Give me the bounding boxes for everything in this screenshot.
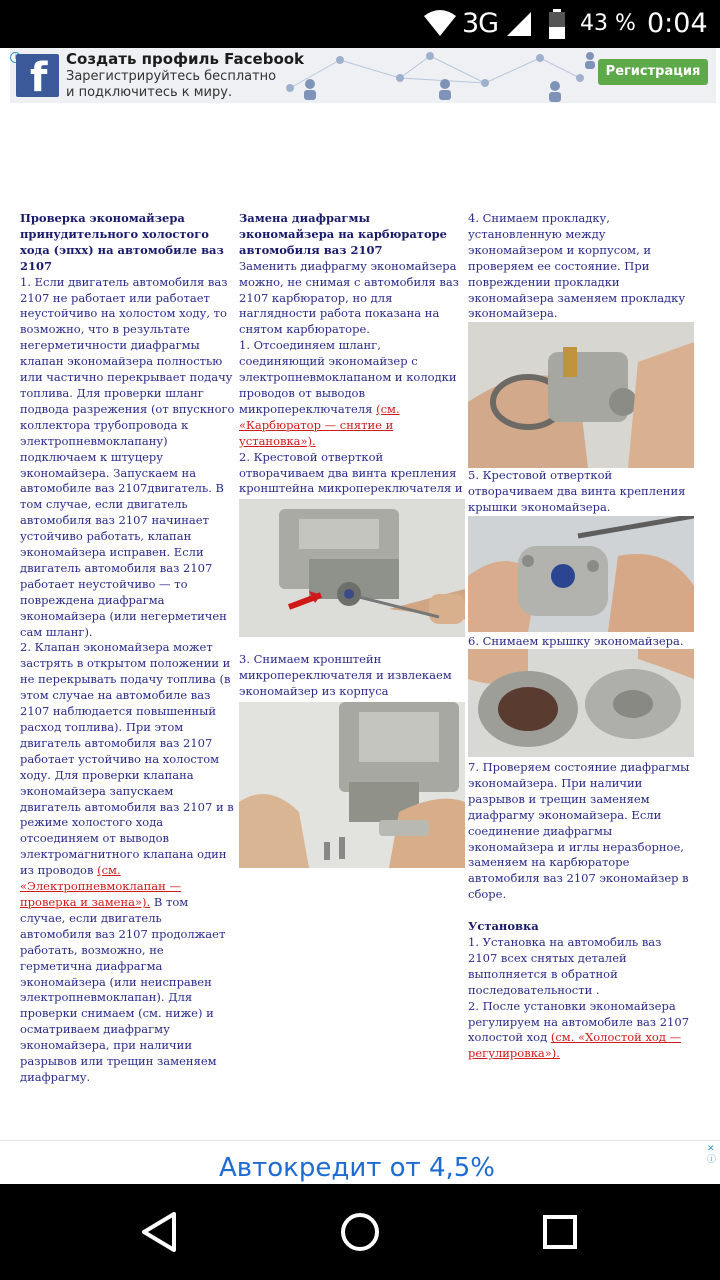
wifi-icon [424, 10, 456, 36]
article-column-2 [239, 211, 465, 716]
facebook-ad-banner[interactable] [10, 48, 716, 103]
photo-carburetor-screws [239, 499, 465, 637]
section-heading: Замена диафрагмы экономайзера на карбюраторе автомобиля ваз 2107 [239, 211, 447, 257]
link-carburetor-removal[interactable]: (см. «Карбюратор — снятие и установка»). [239, 401, 400, 448]
facebook-logo-icon: f [16, 54, 59, 97]
battery-icon [548, 9, 566, 39]
register-button[interactable]: Регистрация [598, 59, 708, 85]
clock: 0:04 [647, 8, 708, 39]
back-icon[interactable] [130, 1202, 190, 1262]
article-column-1 [20, 211, 236, 1086]
battery-percent: 43 % [580, 11, 636, 36]
step-2: 2. Крестовой отверткой отворачиваем два винта крепления кронштейна микропереключателя и [239, 449, 463, 496]
link-electropneumatic-valve[interactable]: (см. «Электропневмоклапан — проверка и замена»). [20, 863, 181, 909]
ad-subtitle: Зарегистрируйтесь бесплатно и подключитесь к миру. [66, 69, 277, 100]
ad-close-icon[interactable]: ✕ ⓘ [707, 1144, 717, 1165]
step-6: 6. Снимаем крышку экономайзера. [468, 634, 684, 649]
home-icon[interactable] [330, 1202, 390, 1262]
install-heading: Установка [468, 919, 539, 934]
network-type: 3G [462, 8, 499, 39]
step-5: 5. Крестовой отверткой отворачиваем два винта крепления крышки экономайзера. [468, 468, 686, 515]
photo-bracket-removal [239, 702, 465, 868]
status-bar [0, 0, 720, 48]
paragraph: 1. Если двигатель автомобиля ваз 2107 не работает или работает неустойчиво на холостом ходу, то возможно, что в результате негерметичности диафрагмы клапан экономайзера полностью или частично перекрывает подачу топлива. Для проверки шланг подвода разрежения (от впускного коллектора трубопровода к электропневмоклапану) подключаем к штуцеру экономайзера. Запускаем на автомобиле ваз 2107двигатель. В том случае, если двигатель автомобиля ваз 2107 начинает устойчиво работать, клапан экономайзера исправен. Если двигатель автомобиля ваз 2107 работает неустойчиво — то повреждена диафрагма экономайзера (или негерметичен сам шланг). [20, 274, 235, 639]
ad-title: Создать профиль Facebook [66, 50, 305, 68]
photo-gasket [468, 322, 694, 468]
section-heading: Проверка экономайзера принудительного холостого хода (эпхх) на автомобиле ваз 2107 [20, 211, 224, 273]
recents-icon[interactable] [530, 1202, 590, 1262]
install-step-1: 1. Установка на автомобиль ваз 2107 всех снятых деталей выполняется в обратной последовательности . [468, 935, 662, 997]
paragraph: 2. Клапан экономайзера может застрять в открытом положении и не перекрывать подачу топлива (в этом случае на автомобиле ваз 2107 наблюдается повышенный расход топлива). При этом двигатель автомобиля ваз 2107 работает устойчиво на холостом ходу. Для проверки клапана экономайзера запускаем двигатель автомобиля ваз 2107 и в режиме холостого хода отсоединяем от выводов электромагнитного клапана один из проводов (см. «Электропневмоклапан — проверка и замена»). В том случае, если двигатель автомобиля ваз 2107 продолжает работать, возможно, не герметична диафрагма экономайзера (или неисправен электропневмоклапан). Для проверки снимаем (см. ниже) и осматриваем диафрагму экономайзера, при наличии разрывов или трещин заменяем диафрагму. [20, 640, 234, 1084]
photo-cover-screws [468, 516, 694, 632]
photo-cover-removed [468, 649, 694, 757]
step-1: 1. Отсоединяем шланг, соединяющий экономайзер с электропневмоклапаном и колодки проводов от выводов микропереключателя (см. «Карбюратор — снятие и установка»). [239, 338, 457, 448]
step-7: 7. Проверяем состояние диафрагмы экономайзера. При наличии разрывов и трещин заменяем диафрагму экономайзера. Если соединение диафрагмы экономайзера и иглы неразборное, заменяем на карбюраторе автомобиля ваз 2107 экономайзер в сборе. [468, 759, 690, 902]
car-loan-ad-banner[interactable] [0, 1140, 720, 1185]
signal-icon [507, 12, 531, 36]
install-step-2: 2. После установки экономайзера регулируем на автомобиле ваз 2107 холостой ход (см. «Холостой ход — регулировка»). [468, 998, 690, 1061]
link-idle-adjustment[interactable]: (см. «Холостой ход — регулировка»). [468, 1030, 682, 1061]
step-4: 4. Снимаем прокладку, установленную между экономайзером и корпусом, и проверяем ее состояние. При повреждении прокладки экономайзера заменяем прокладку экономайзера. [468, 211, 686, 321]
paragraph: Заменить диафрагму экономайзера можно, не снимая с автомобиля ваз 2107 карбюратор, но для наглядности работа показана на снятом карбюраторе. [239, 258, 459, 337]
navigation-bar [0, 1184, 720, 1280]
ad-text: Автокредит от 4,5% [218, 1153, 496, 1183]
step-3: 3. Снимаем кронштейн микропереключателя и извлекаем экономайзер из корпуса [239, 652, 452, 699]
